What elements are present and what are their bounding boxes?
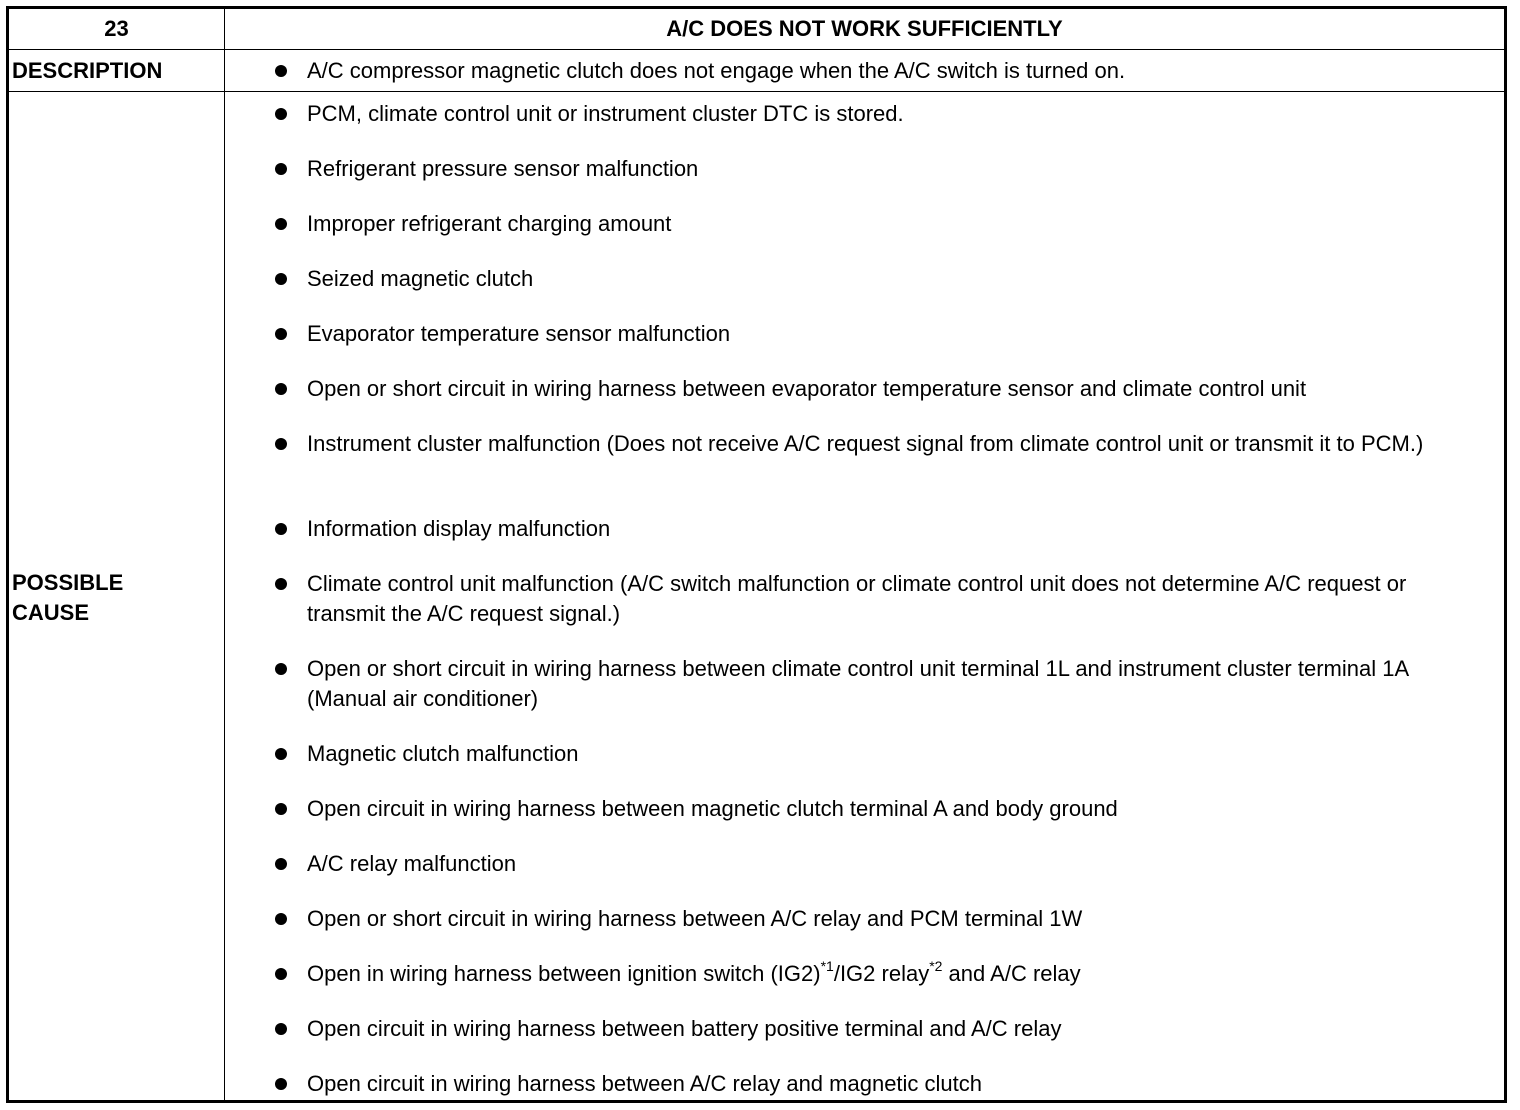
step-number: 23 xyxy=(104,16,129,41)
possible-cause-label-cell xyxy=(9,92,225,1100)
cause-item xyxy=(225,264,1484,294)
cause-item xyxy=(225,794,1484,824)
cause-item xyxy=(225,569,1484,629)
cause-item xyxy=(225,1069,1484,1099)
description-item-text: A/C compressor magnetic clutch does not engage when the A/C switch is turned on. xyxy=(307,58,1126,83)
cause-item-text: Information display malfunction xyxy=(307,516,611,541)
bullet-icon xyxy=(275,578,287,590)
bullet-icon xyxy=(275,108,287,120)
cause-item xyxy=(225,654,1484,714)
cause-item xyxy=(225,849,1484,879)
footnote-marker-2: *2 xyxy=(929,957,943,974)
bullet-icon xyxy=(275,218,287,230)
cause-item-text: PCM, climate control unit or instrument cluster DTC is stored. xyxy=(307,101,904,126)
cause-item xyxy=(225,429,1484,459)
cause-item xyxy=(225,959,1484,989)
cause-item-text: Improper refrigerant charging amount xyxy=(307,211,672,236)
cause-item-text: Open or short circuit in wiring harness between evaporator temperature sensor and climate control unit xyxy=(307,376,1307,401)
cause-item-text: Seized magnetic clutch xyxy=(307,266,534,291)
cause-item-text-part1: Open in wiring harness between ignition switch (IG2) xyxy=(307,961,821,986)
cause-item-text: Refrigerant pressure sensor malfunction xyxy=(307,156,699,181)
description-label-cell xyxy=(9,50,225,91)
cause-item-text: Climate control unit malfunction (A/C switch malfunction or climate control unit does not determine A/C request or transmit the A/C request signal.) xyxy=(307,571,1407,626)
possible-cause-label-line2: CAUSE xyxy=(12,600,90,625)
header-number-cell xyxy=(9,9,225,49)
bullet-icon xyxy=(275,438,287,450)
cause-item xyxy=(225,154,1484,184)
header-title-cell xyxy=(225,9,1504,49)
cause-item xyxy=(225,1014,1484,1044)
cause-item-text: A/C relay malfunction xyxy=(307,851,517,876)
cause-item xyxy=(225,739,1484,769)
cause-item-text xyxy=(307,959,1484,989)
possible-cause-label-line1: POSSIBLE xyxy=(12,570,124,595)
cause-item-text-part2: /IG2 relay xyxy=(833,961,930,986)
cause-item xyxy=(225,99,1484,129)
cause-item-text: Open or short circuit in wiring harness between climate control unit terminal 1L and instrument cluster terminal 1A (Manual air conditioner) xyxy=(307,656,1408,711)
cause-item-text: Evaporator temperature sensor malfunction xyxy=(307,321,731,346)
bullet-icon xyxy=(275,383,287,395)
possible-cause-label xyxy=(12,568,123,628)
description-content-cell xyxy=(225,50,1504,91)
bullet-icon xyxy=(275,523,287,535)
cause-item-text-part3: and A/C relay xyxy=(942,961,1081,986)
cause-item xyxy=(225,209,1484,239)
cause-item-text: Instrument cluster malfunction (Does not receive A/C request signal from climate control unit or transmit it to PCM.) xyxy=(307,431,1424,456)
bullet-icon xyxy=(275,1023,287,1035)
footnote-marker-1: *1 xyxy=(820,957,834,974)
bullet-icon xyxy=(275,1078,287,1090)
cause-item xyxy=(225,374,1484,404)
bullet-icon xyxy=(275,663,287,675)
cause-item-text: Open circuit in wiring harness between magnetic clutch terminal A and body ground xyxy=(307,796,1118,821)
table-title: A/C DOES NOT WORK SUFFICIENTLY xyxy=(666,16,1063,41)
bullet-icon xyxy=(275,803,287,815)
description-item xyxy=(225,56,1484,86)
cause-item xyxy=(225,904,1484,934)
cause-item-text: Open or short circuit in wiring harness between A/C relay and PCM terminal 1W xyxy=(307,906,1083,931)
bullet-icon xyxy=(275,913,287,925)
cause-item xyxy=(225,514,1484,544)
table-header-row xyxy=(9,9,1504,50)
cause-item-text: Magnetic clutch malfunction xyxy=(307,741,579,766)
bullet-icon xyxy=(275,748,287,760)
description-row xyxy=(9,50,1504,92)
bullet-icon xyxy=(275,328,287,340)
description-label: DESCRIPTION xyxy=(12,57,163,83)
cause-item xyxy=(225,319,1484,349)
possible-cause-row xyxy=(9,92,1504,1100)
bullet-icon xyxy=(275,968,287,980)
cause-item-text: Open circuit in wiring harness between A/C relay and magnetic clutch xyxy=(307,1071,983,1096)
bullet-icon xyxy=(275,858,287,870)
troubleshooting-table xyxy=(6,6,1507,1103)
cause-item-text: Open circuit in wiring harness between battery positive terminal and A/C relay xyxy=(307,1016,1062,1041)
bullet-icon xyxy=(275,65,287,77)
bullet-icon xyxy=(275,273,287,285)
bullet-icon xyxy=(275,163,287,175)
possible-cause-list xyxy=(225,92,1504,1100)
